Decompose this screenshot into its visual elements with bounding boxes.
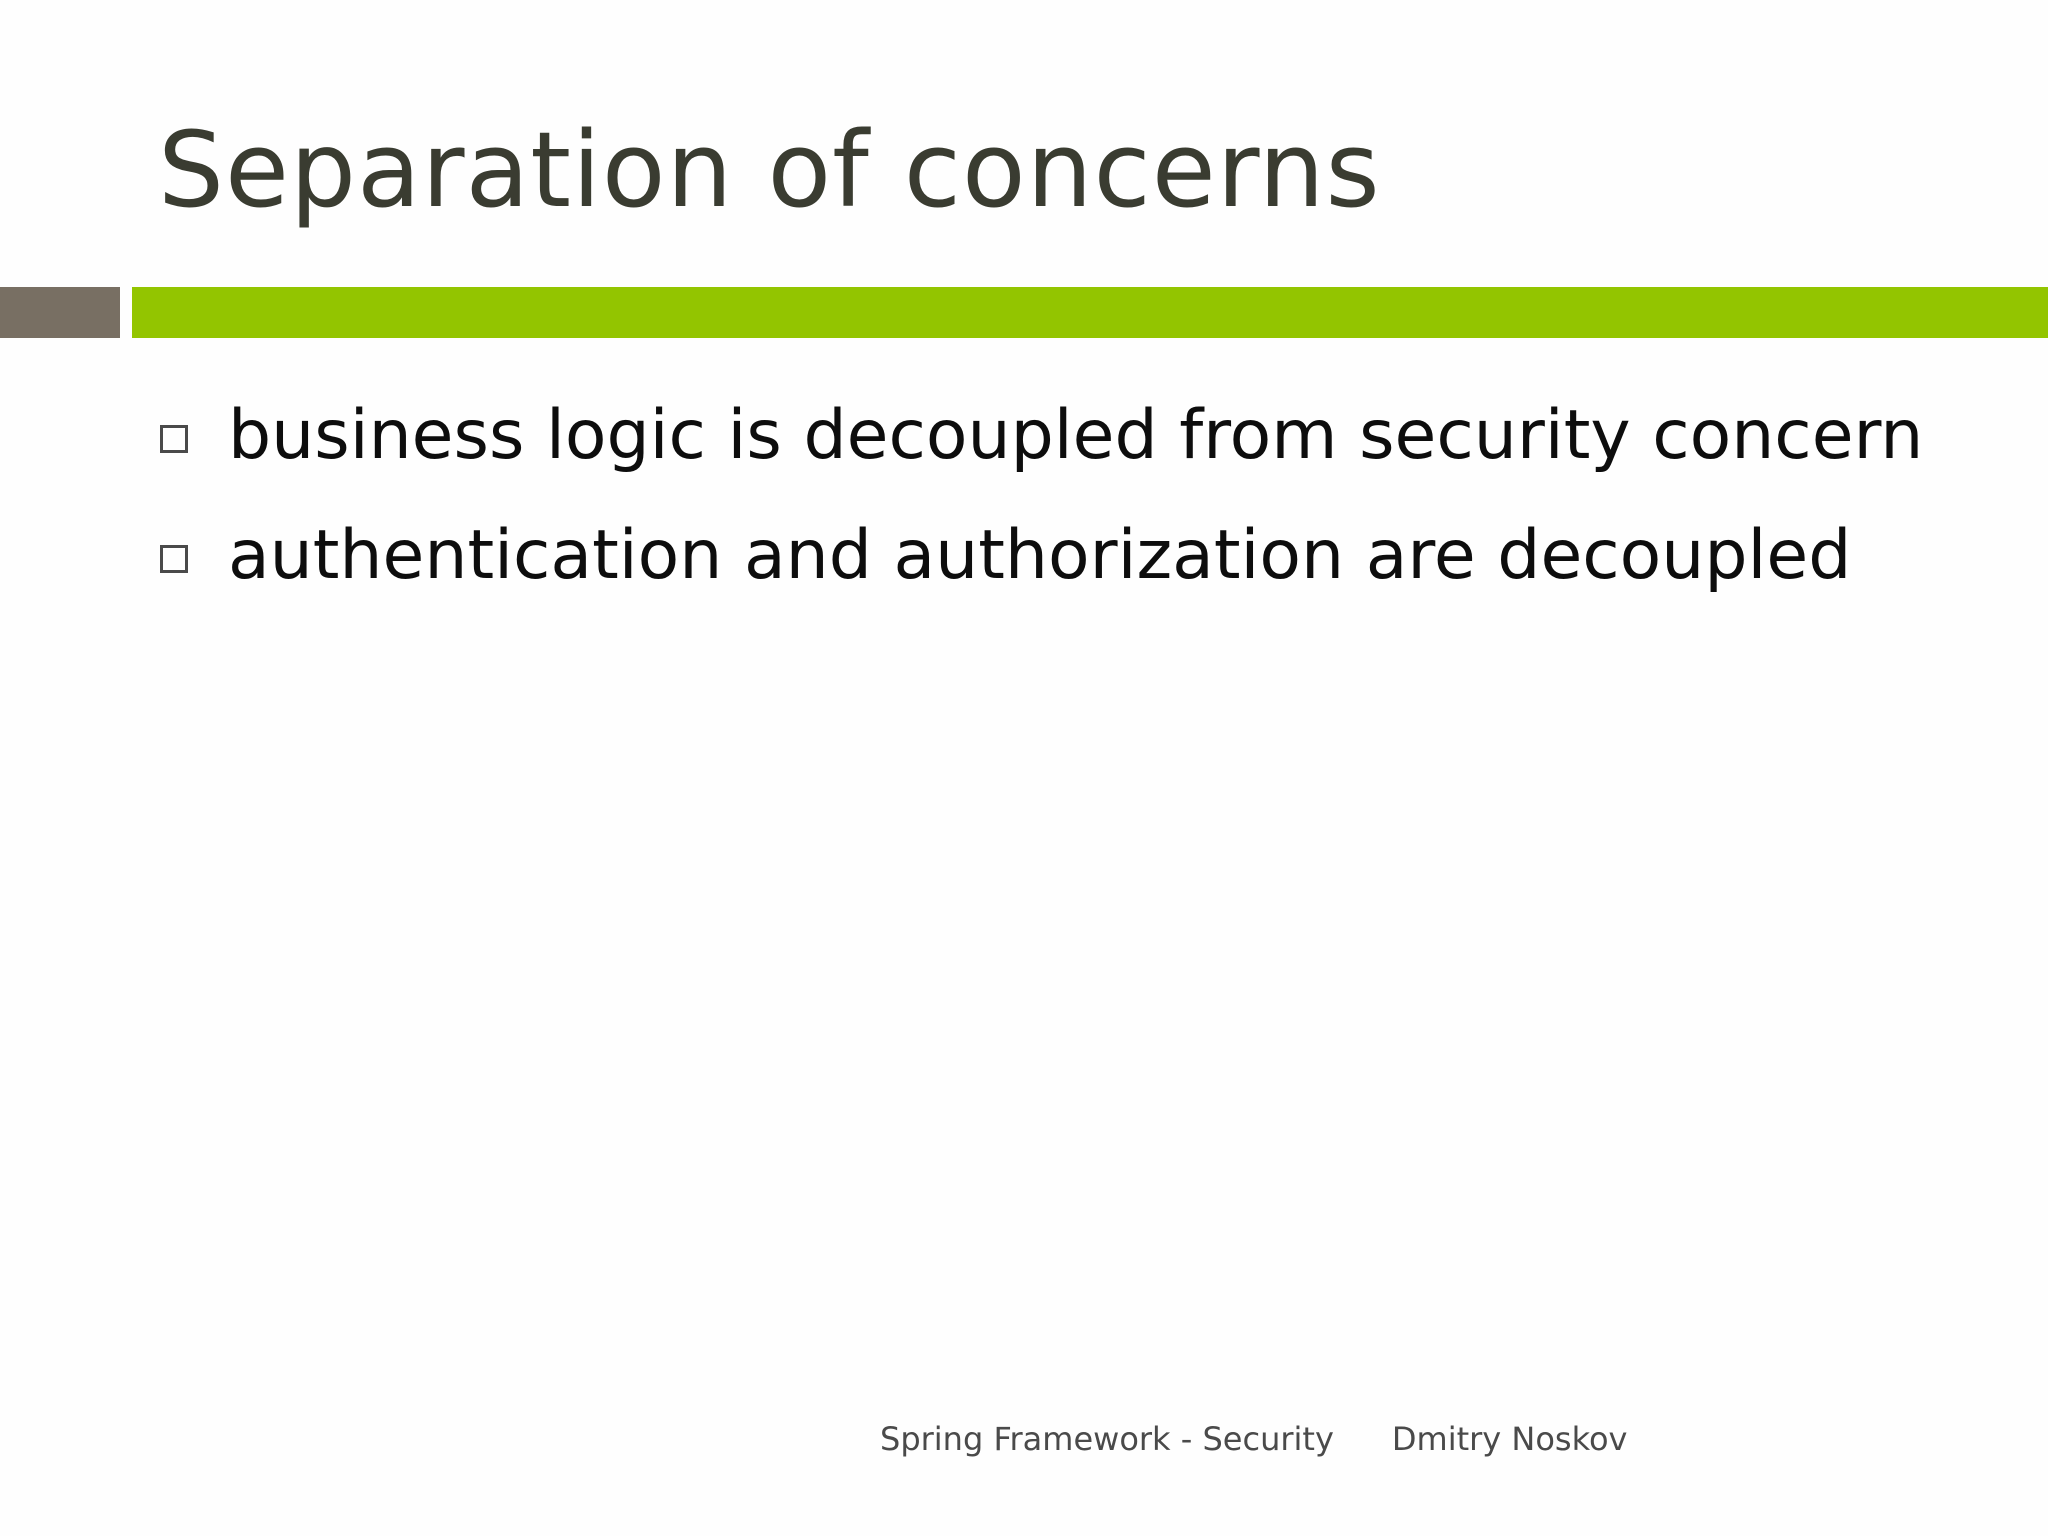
- bullet-item: [160, 495, 1923, 615]
- bullet-text: authentication and authorization are decoupled: [228, 515, 1852, 595]
- slide-title: Separation of concerns: [158, 109, 1381, 231]
- bullet-text: business logic is decoupled from security concern: [228, 395, 1924, 475]
- bullet-item: [160, 375, 1923, 495]
- footer-author: Dmitry Noskov: [1391, 1420, 1628, 1458]
- square-bullet-icon: [160, 425, 188, 453]
- footer: [880, 1420, 1627, 1458]
- accent-left-block: [0, 287, 120, 338]
- square-bullet-icon: [160, 545, 188, 573]
- bullet-list: [160, 375, 1923, 615]
- footer-presentation-title: Spring Framework - Security: [880, 1420, 1334, 1458]
- accent-green-bar: [132, 287, 2048, 338]
